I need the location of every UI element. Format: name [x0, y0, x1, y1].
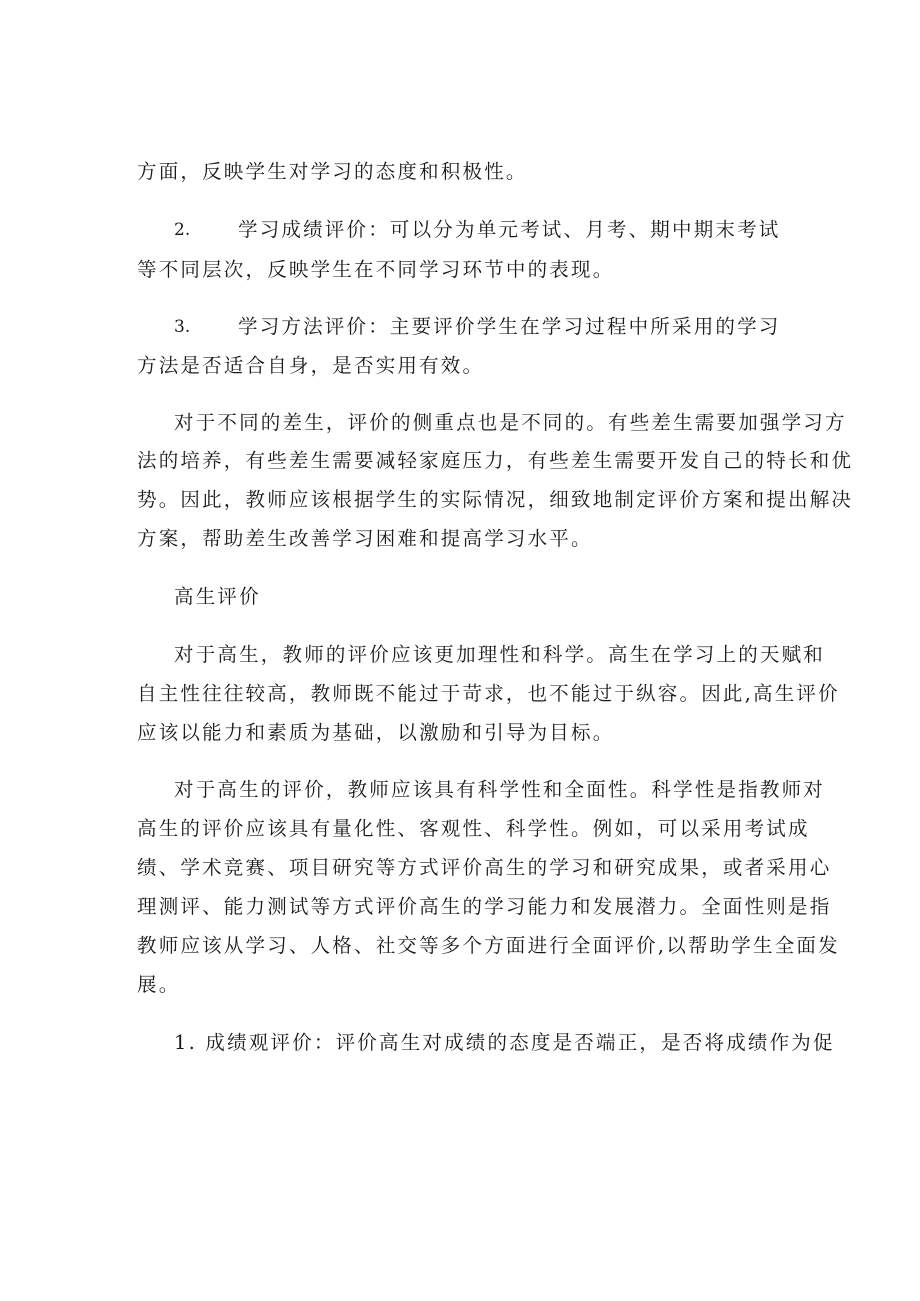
- paragraph-line: 展。: [137, 973, 181, 996]
- paragraph-line: 势。因此，教师应该根据学生的实际情况，细致地制定评价方案和提出解决: [137, 488, 854, 511]
- paragraph-line: 高生的评价应该具有量化性、客观性、科学性。例如，可以采用考试成: [137, 817, 810, 840]
- paragraph-line: 理测评、能力测试等方式评价高生的学习能力和发展潜力。全面性则是指: [137, 895, 832, 918]
- paragraph-line: 对于高生的评价，教师应该具有科学性和全面性。科学性是指教师对: [174, 778, 826, 801]
- paragraph-line: 对于不同的差生，评价的侧重点也是不同的。有些差生需要加强学习方: [174, 411, 847, 434]
- paragraph-line: 自主性往往较高，教师既不能过于苛求，也不能过于纵容。因此,高生评价: [137, 682, 840, 705]
- paragraph-line: 方面，反映学生对学习的态度和积极性。: [137, 160, 528, 183]
- paragraph-line: 对于高生，教师的评价应该更加理性和科学。高生在学习上的天赋和: [174, 643, 826, 666]
- paragraph-line: 法的培养，有些差生需要减轻家庭压力，有些差生需要开发自己的特长和优: [137, 449, 854, 472]
- list-item-text: 学习方法评价：主要评价学生在学习过程中所采用的学习: [238, 315, 781, 338]
- list-number: 2.: [174, 220, 191, 240]
- paragraph-line: 应该以能力和素质为基础，以激励和引导为目标。: [137, 721, 615, 744]
- section-heading: 高生评价: [174, 585, 261, 608]
- list-item-text: 等不同层次，反映学生在不同学习环节中的表现。: [137, 258, 615, 281]
- paragraph-line: 教师应该从学习、人格、社交等多个方面进行全面评价,以帮助学生全面发: [137, 934, 840, 957]
- list-number: 3.: [174, 317, 191, 337]
- paragraph-line: 1. 成绩观评价：评价高生对成绩的态度是否端正，是否将成绩作为促: [174, 1031, 835, 1054]
- list-item-text: 学习成绩评价：可以分为单元考试、月考、期中期末考试: [238, 218, 781, 241]
- list-item-text: 方法是否适合自身，是否实用有效。: [137, 354, 485, 377]
- paragraph-line: 绩、学术竞赛、项目研究等方式评价高生的学习和研究成果，或者采用心: [137, 856, 832, 879]
- paragraph-line: 方案，帮助差生改善学习困难和提高学习水平。: [137, 527, 593, 550]
